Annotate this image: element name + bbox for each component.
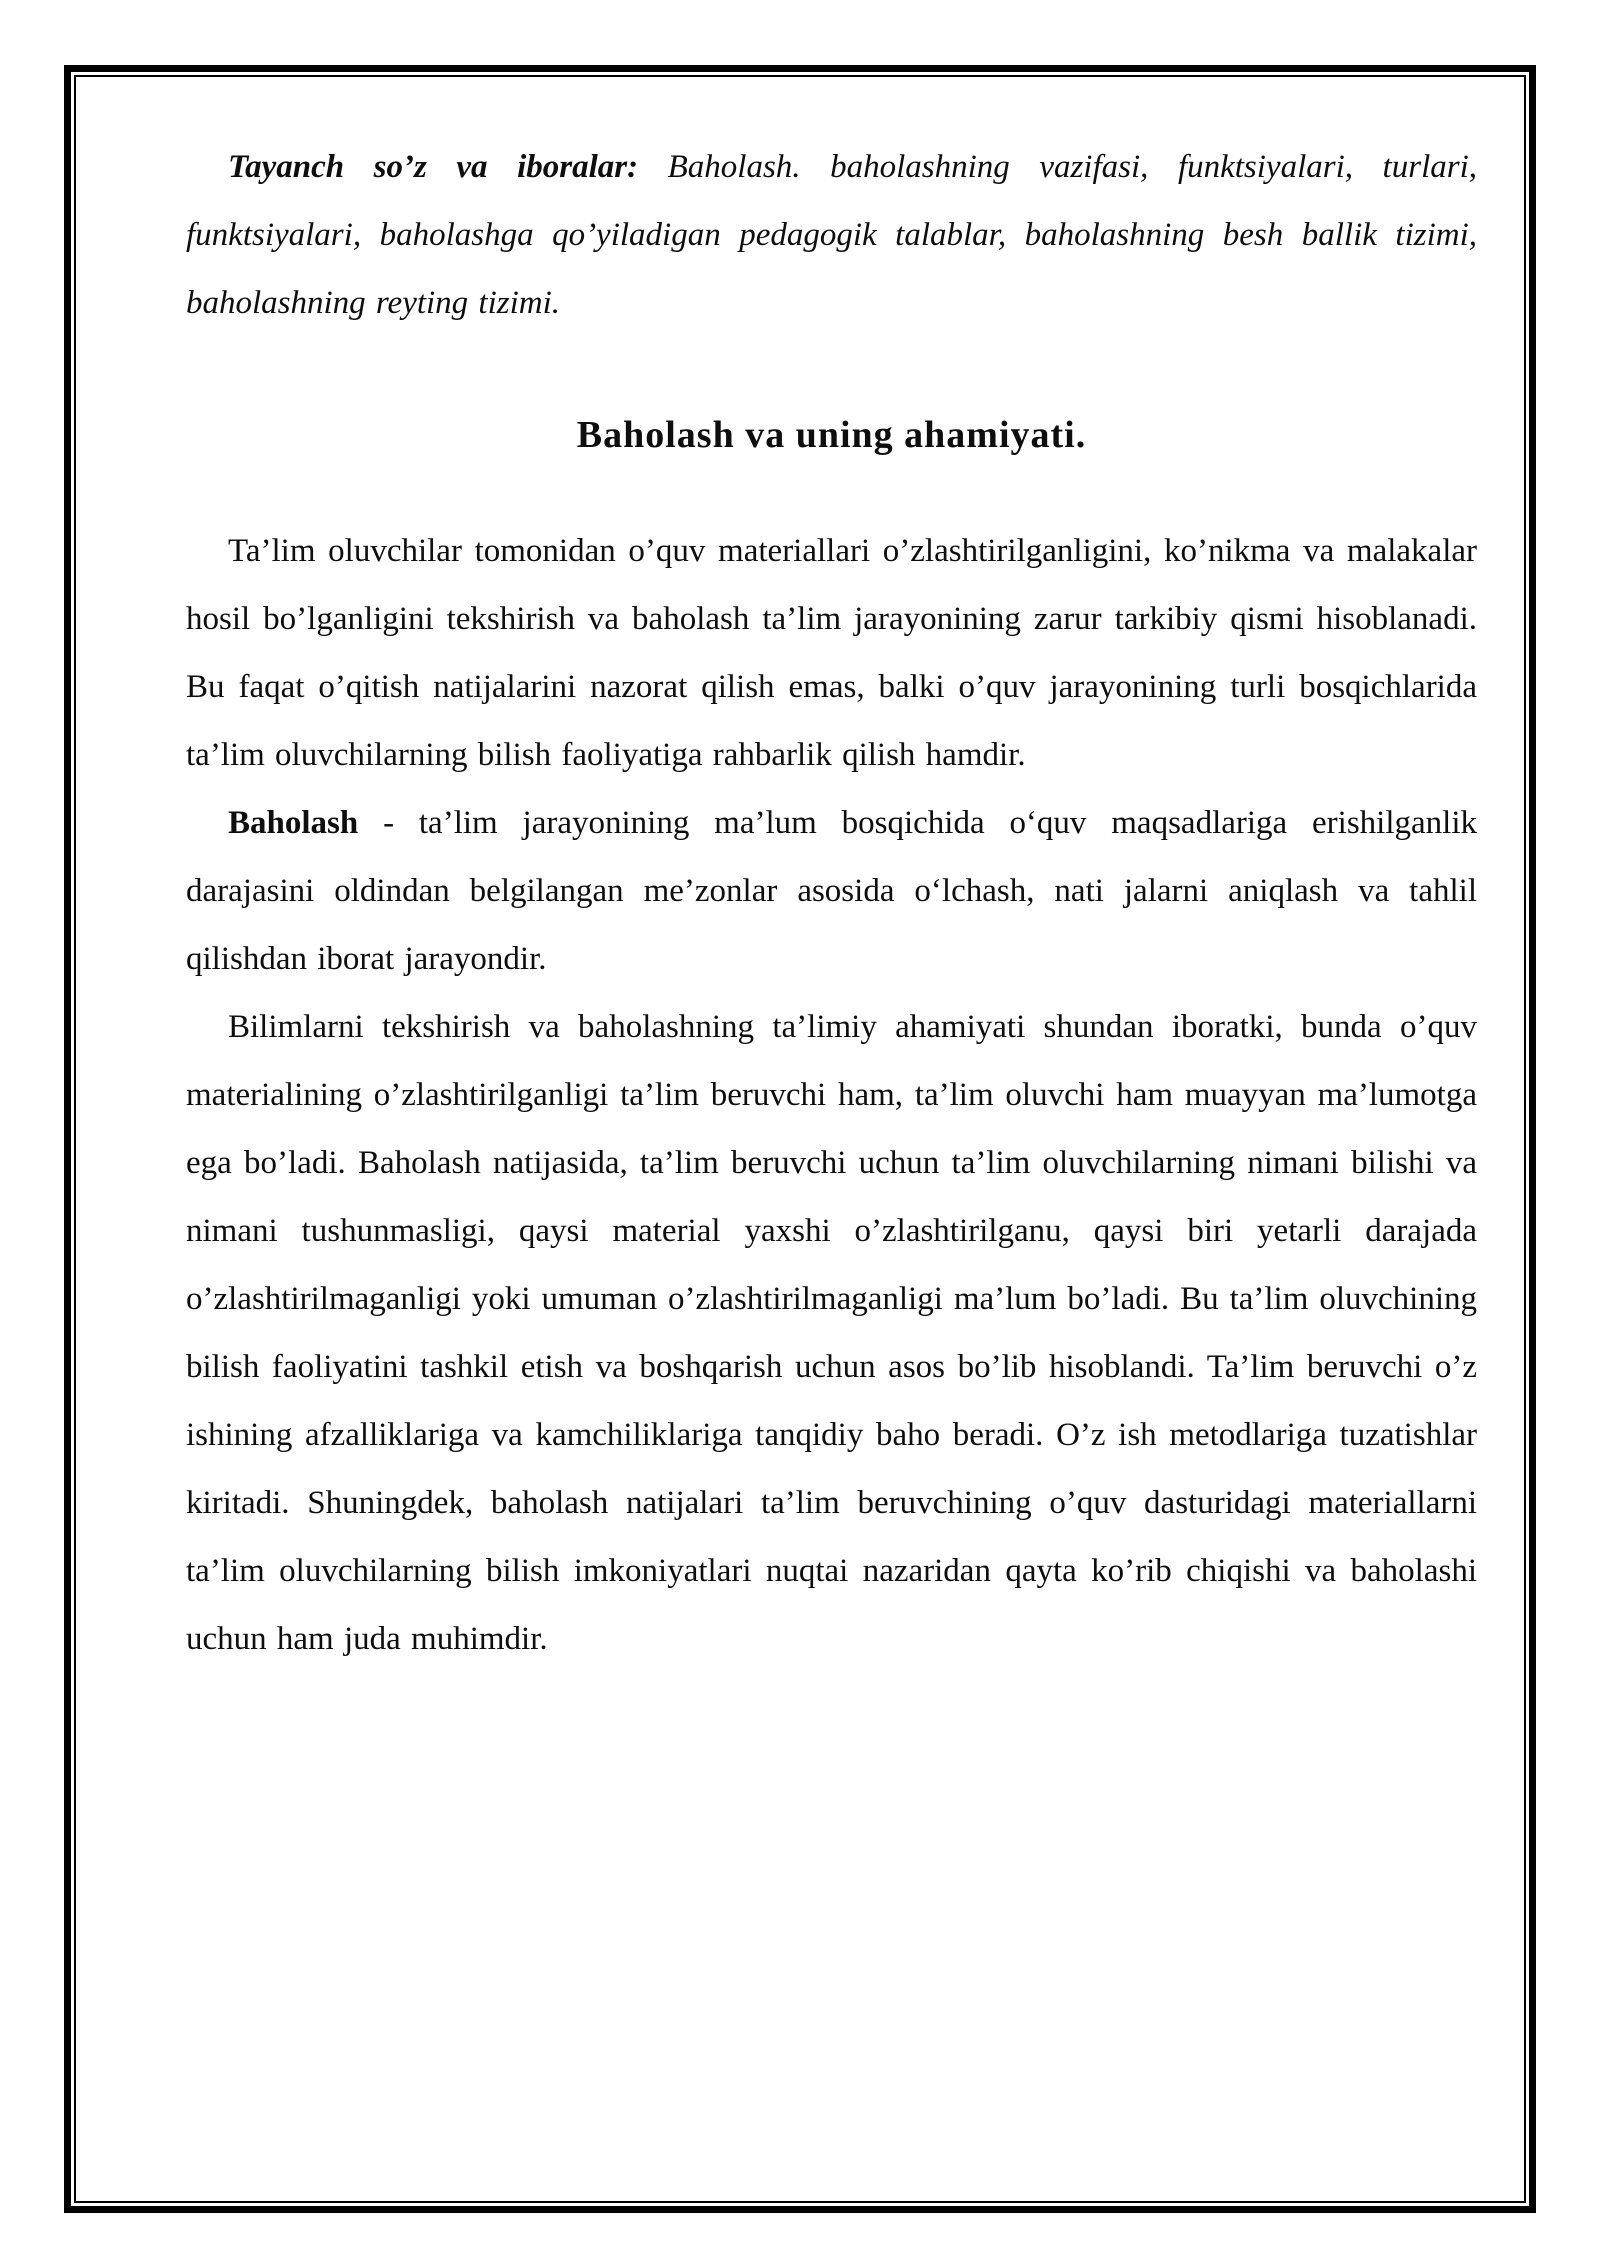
definition-text: - ta’lim jarayonining ma’lum bosqichida o‘quv maqsadlariga erishilganlik darajasini oldindan belgilangan me’zonlar asosida o‘lchash, nati jalarni aniqlash va tahlil qilishdan iborat jarayondir. — [186, 805, 1477, 977]
body-paragraph-importance: Bilimlarni tekshirish va baholashning ta’limiy ahamiyati shundan iboratki, bunda o’quv materialining o’zlashtirilganligi ta’lim beruvchi ham, ta’lim oluvchi ham muayyan ma’lumotga ega bo’ladi. Baholash natijasida, ta’lim beruvchi uchun ta’lim oluvchilarning nimani bilishi va nimani tushunmasligi, qaysi material yaxshi o’zlashtirilganu, qaysi biri yetarli darajada o’zlashtirilmaganligi yoki umuman o’zlashtirilmaganligi ma’lum bo’ladi. Bu ta’lim oluvchining bilish faoliyatini tashkil etish va boshqarish uchun asos bo’lib hisoblandi. Ta’lim beruvchi o’z ishining afzalliklariga va kamchiliklariga tanqidiy baho beradi. O’z ish metodlariga tuzatishlar kiritadi. Shuningdek, baholash natijalari ta’lim beruvchining o’quv dasturidagi materiallarni ta’lim oluvchilarning bilish imkoniyatlari nuqtai nazaridan qayta ko’rib chiqishi va baholashi uchun ham juda muhimdir. — [186, 1009, 1477, 1657]
page-content-area — [74, 75, 1526, 2203]
keywords-paragraph — [186, 133, 1477, 337]
definition-paragraph — [186, 789, 1477, 993]
section-heading: Baholash va uning ahamiyati. — [576, 414, 1087, 456]
definition-term-label: Baholash — [228, 805, 359, 841]
keywords-text: Baholash. baholashning vazifasi, funktsiyalari, turlari, funktsiyalari, baholashga qo’yiladigan pedagogik talablar, baholashning besh ballik tizimi, baholashning reyting tizimi. — [186, 149, 1477, 321]
body-paragraph-intro: Ta’lim oluvchilar tomonidan o’quv materiallari o’zlashtirilganligini, ko’nikma va malakalar hosil bo’lganligini tekshirish va baholash ta’lim jarayonining zarur tarkibiy qismi hisoblanadi. Bu faqat o’qitish natijalarini nazorat qilish emas, balki o’quv jarayonining turli bosqichlarida ta’lim oluvchilarning bilish faoliyatiga rahbarlik qilish hamdir. — [186, 533, 1477, 773]
page-border-frame — [64, 65, 1536, 2213]
keywords-lead-label: Tayanch so’z va iboralar: — [228, 149, 639, 185]
